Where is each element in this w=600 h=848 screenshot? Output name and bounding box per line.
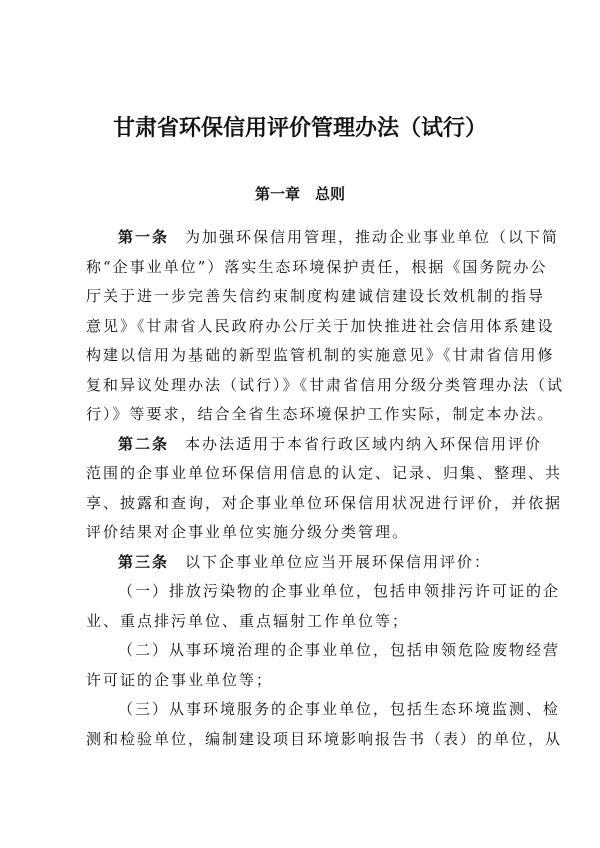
line-text: 享、披露和查询，对企事业单位环保信用状况进行评价，并依据 xyxy=(86,493,563,512)
line-text: 行）》等要求，结合全省生态环境保护工作实际，制定本办法。 xyxy=(86,405,555,423)
line-text: （三）从事环境服务的企事业单位，包括生态环境监测、检 xyxy=(118,700,561,718)
line-text: （一）排放污染物的企事业单位，包括申领排污许可证的企 xyxy=(118,582,561,600)
line-text: （二）从事环境治理的企事业单位，包括申领危险废物经营 xyxy=(118,641,561,659)
line-text: 评价结果对企事业单位实施分级分类管理。 xyxy=(86,523,410,541)
line-text: 许可证的企事业单位等； xyxy=(86,670,274,689)
paragraph-line xyxy=(86,607,526,637)
paragraph-line xyxy=(86,666,526,696)
paragraph-line xyxy=(86,577,561,607)
line-text: 本办法适用于本省行政区域内纳入环保信用评价 xyxy=(185,434,543,453)
document-title: 甘肃省环保信用评价管理办法（试行） xyxy=(112,115,487,141)
line-text: 厅关于进一步完善失信约束制度构建诚信建设长效机制的指导 xyxy=(86,287,546,305)
line-text: 为加强环保信用管理，推动企业事业单位（以下简 xyxy=(185,228,560,246)
article-label: 第二条 xyxy=(118,434,170,453)
document-body xyxy=(86,223,565,754)
paragraph-line xyxy=(86,518,526,548)
line-text: 测和检验单位，编制建设项目环境影响报告书（表）的单位，从 xyxy=(86,729,563,748)
line-text: 范围的企事业单位环保信用信息的认定、记录、归集、整理、共 xyxy=(86,464,563,482)
paragraph-line xyxy=(86,312,555,342)
article-label: 第一条 xyxy=(118,228,170,246)
paragraph-line xyxy=(86,371,565,401)
paragraph-line xyxy=(86,636,561,666)
paragraph-line xyxy=(86,430,543,460)
paragraph-line xyxy=(86,341,555,371)
paragraph-line xyxy=(86,459,563,489)
line-text: 意见》《甘肃省人民政府办公厅关于加快推进社会信用体系建设 xyxy=(86,316,555,335)
paragraph-line xyxy=(86,548,526,578)
line-text: 复和异议处理办法（试行）》《甘肃省信用分级分类管理办法（试 xyxy=(86,375,565,394)
line-text: 构建以信用为基础的新型监管机制的实施意见》《甘肃省信用修 xyxy=(86,346,555,364)
paragraph-line xyxy=(86,223,560,253)
paragraph-line xyxy=(86,695,561,725)
paragraph-line xyxy=(86,725,563,755)
paragraph-line xyxy=(86,400,555,430)
paragraph-line xyxy=(86,489,563,519)
line-text: 称“企事业单位”）落实生态环境保护责任，根据《国务院办公 xyxy=(86,257,548,276)
paragraph-line xyxy=(86,253,548,283)
line-text: 以下企事业单位应当开展环保信用评价： xyxy=(185,552,492,571)
line-text: 业、重点排污单位、重点辐射工作单位等； xyxy=(86,611,410,630)
chapter-heading: 第一章 总则 xyxy=(254,185,345,203)
article-label: 第三条 xyxy=(118,552,170,571)
paragraph-line xyxy=(86,282,546,312)
